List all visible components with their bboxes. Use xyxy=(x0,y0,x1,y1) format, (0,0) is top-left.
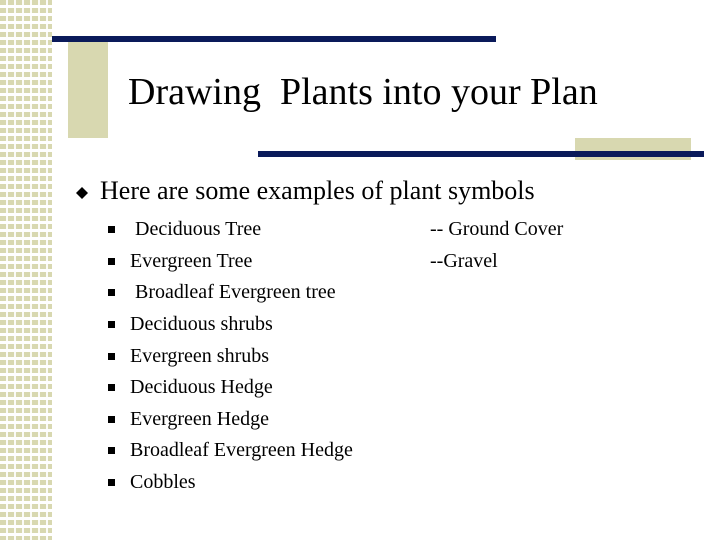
list-item-label: Cobbles xyxy=(130,471,196,494)
diamond-bullet-icon xyxy=(76,187,88,199)
list-item xyxy=(108,467,353,499)
list-item xyxy=(108,435,353,467)
list-item-label: Evergreen shrubs xyxy=(130,344,270,367)
list-item: -- Ground Cover xyxy=(430,218,564,241)
list-item xyxy=(108,372,353,404)
square-bullet-icon xyxy=(108,447,115,454)
list-item xyxy=(108,246,353,278)
list-item xyxy=(108,340,353,372)
plant-symbol-list xyxy=(108,214,353,498)
title-accent-block xyxy=(68,38,108,138)
main-bullet-text: Here are some examples of plant symbols xyxy=(100,176,535,205)
square-bullet-icon xyxy=(108,258,115,265)
top-rule xyxy=(52,36,496,42)
square-bullet-icon xyxy=(108,226,115,233)
list-item-label: Broadleaf Evergreen tree xyxy=(130,281,336,304)
slide-title: Drawing Plants into your Plan xyxy=(128,71,598,113)
secondary-symbol-list xyxy=(430,214,563,277)
list-item-label: Evergreen Tree xyxy=(130,249,253,272)
square-bullet-icon xyxy=(108,289,115,296)
bottom-rule xyxy=(258,151,704,157)
square-bullet-icon xyxy=(108,384,115,391)
square-bullet-icon xyxy=(108,321,115,328)
list-item-label: Deciduous shrubs xyxy=(130,313,273,336)
square-bullet-icon xyxy=(108,353,115,360)
list-item: --Gravel xyxy=(430,249,498,272)
square-bullet-icon xyxy=(108,479,115,486)
list-item xyxy=(108,214,353,246)
square-bullet-icon xyxy=(108,416,115,423)
list-item-label: Evergreen Hedge xyxy=(130,407,270,430)
striped-sidebar-decoration xyxy=(0,0,52,540)
list-item xyxy=(108,277,353,309)
list-item-label: Deciduous Tree xyxy=(130,218,262,241)
list-item-label: Deciduous Hedge xyxy=(130,376,273,399)
list-item xyxy=(108,309,353,341)
list-item xyxy=(108,404,353,436)
list-item-label: Broadleaf Evergreen Hedge xyxy=(130,439,353,462)
